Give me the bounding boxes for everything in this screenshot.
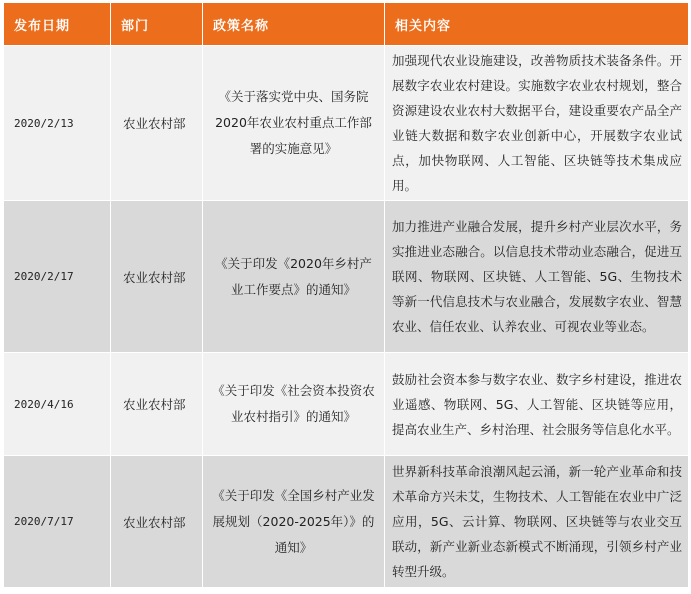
table-header <box>4 3 689 46</box>
cell-content: 世界新科技革命浪潮风起云涌，新一轮产业革命和技术革命方兴未艾，生物技术、人工智能在农业中广泛应用，5G、云计算、物联网、区块链等与农业交互联动，新产业新业态新模式不断涌现，引领乡村产业转型升级。 <box>385 456 689 588</box>
cell-department: 农业农村部 <box>111 456 203 588</box>
cell-date: 2020/7/17 <box>4 456 111 588</box>
cell-policy-name: 《关于印发《2020年乡村产业工作要点》的通知》 <box>203 201 385 353</box>
table-row <box>4 201 689 353</box>
cell-date: 2020/4/16 <box>4 353 111 456</box>
cell-date: 2020/2/17 <box>4 201 111 353</box>
table-row <box>4 46 689 201</box>
cell-policy-name: 《关于印发《全国乡村产业发展规划（2020-2025年）》的通知》 <box>203 456 385 588</box>
header-department: 部门 <box>111 3 203 46</box>
cell-department: 农业农村部 <box>111 46 203 201</box>
header-content: 相关内容 <box>385 3 689 46</box>
cell-department: 农业农村部 <box>111 201 203 353</box>
cell-content: 加力推进产业融合发展，提升乡村产业层次水平，务实推进业态融合。以信息技术带动业态融合，促进互联网、物联网、区块链、人工智能、5G、生物技术等新一代信息技术与农业融合，发展数字农业、智慧农业、信任农业、认养农业、可视农业等业态。 <box>385 201 689 353</box>
cell-content: 鼓励社会资本参与数字农业、数字乡村建设，推进农业遥感、物联网、5G、人工智能、区块链等应用，提高农业生产、乡村治理、社会服务等信息化水平。 <box>385 353 689 456</box>
cell-date: 2020/2/13 <box>4 46 111 201</box>
table-row <box>4 353 689 456</box>
header-row <box>4 3 689 46</box>
table-row <box>4 456 689 588</box>
cell-policy-name: 《关于落实党中央、国务院2020年农业农村重点工作部署的实施意见》 <box>203 46 385 201</box>
cell-content: 加强现代农业设施建设，改善物质技术装备条件。开展数字农业农村建设。实施数字农业农村规划，整合资源建设农业农村大数据平台，建设重要农产品全产业链大数据和数字农业创新中心，开展数字农业试点，加快物联网、人工智能、区块链等技术集成应用。 <box>385 46 689 201</box>
cell-policy-name: 《关于印发《社会资本投资农业农村指引》的通知》 <box>203 353 385 456</box>
header-policy-name: 政策名称 <box>203 3 385 46</box>
cell-department: 农业农村部 <box>111 353 203 456</box>
table-body <box>4 46 689 588</box>
header-date: 发布日期 <box>4 3 111 46</box>
policy-table <box>3 2 689 588</box>
